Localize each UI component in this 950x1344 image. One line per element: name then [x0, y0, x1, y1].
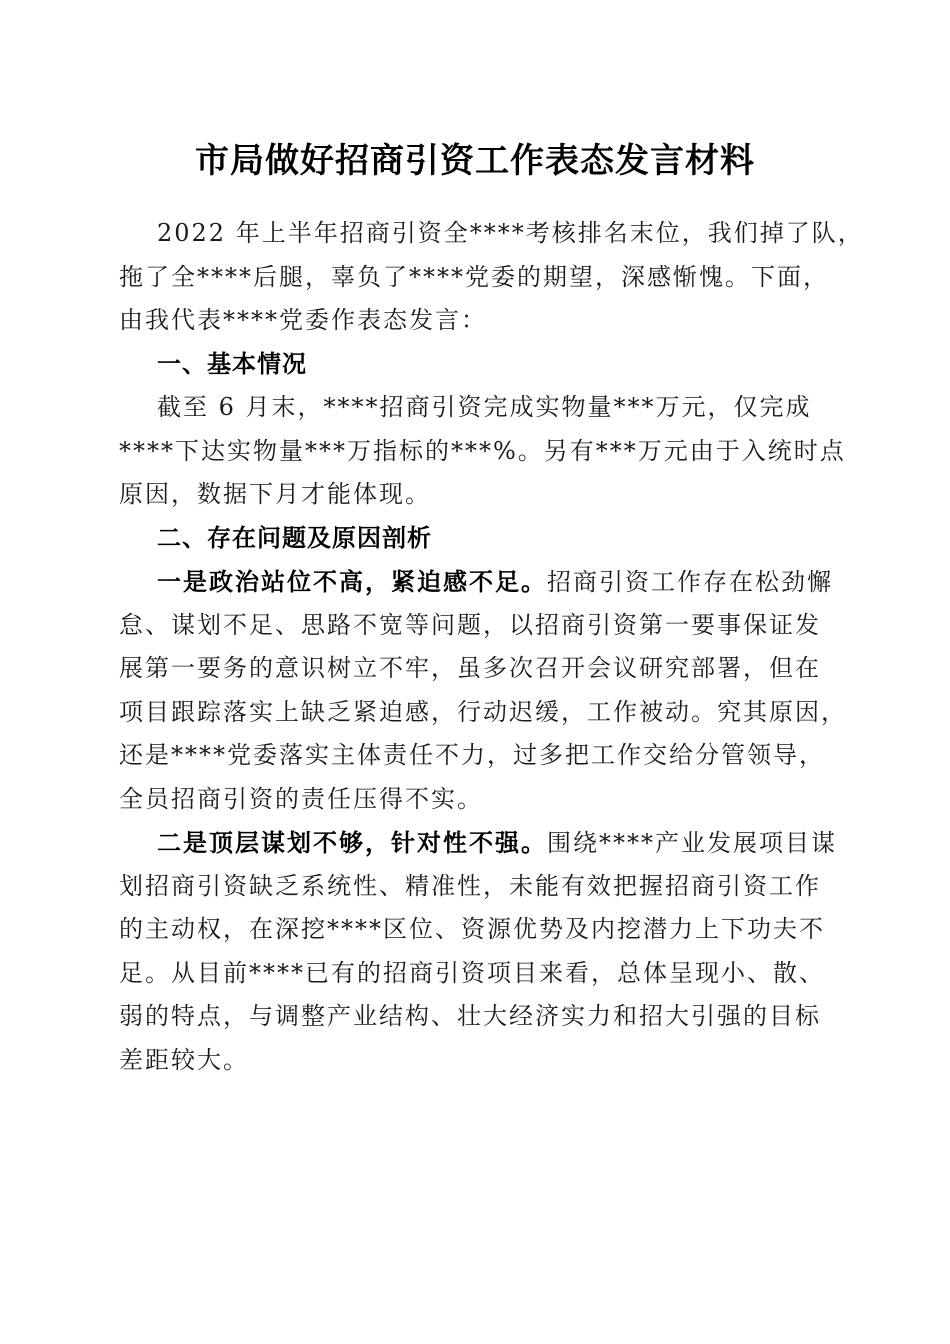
problem-point-2-paragraph: [119, 821, 839, 1082]
paragraph-line: 展第一要务的意识树立不牢，虽多次召开会议研究部署，但在: [119, 654, 821, 682]
paragraph-line: 怠、谋划不足、思路不宽等问题，以招商引资第一要事保证发: [119, 610, 821, 639]
paragraph-line: 还是****党委落实主体责任不力，过多把工作交给分管领导，: [119, 741, 825, 769]
paragraph-line-text: 围绕****产业发展项目谋: [547, 829, 837, 857]
problem-point-2-lead: 二是顶层谋划不够，针对性不强。: [157, 828, 547, 857]
problem-point-1-lead: 一是政治站位不高，紧迫感不足。: [157, 567, 547, 596]
paragraph-line: 的主动权，在深挖****区位、资源优势及内挖潜力上下功夫不: [119, 915, 825, 943]
paragraph-line: 项目跟踪落实上缺乏紧迫感，行动迟缓，工作被动。究其原因，: [119, 697, 847, 726]
paragraph-line: 原因，数据下月才能体现。: [119, 480, 431, 508]
document-body: [119, 212, 864, 1082]
problem-point-1-paragraph: [119, 560, 847, 821]
intro-line: 拖了全****后腿，辜负了****党委的期望，深感惭愧。下面，: [119, 262, 829, 291]
paragraph-line: [119, 821, 839, 865]
paragraph-line: 弱的特点，与调整产业结构、壮大经济实力和招大引强的目标: [119, 1002, 821, 1030]
document-title: 市局做好招商引资工作表态发言材料: [195, 141, 755, 181]
paragraph-line: ****下达实物量***万指标的***%。另有***万元由于入统时点: [119, 436, 846, 465]
intro-line: 2022 年上半年招商引资全****考核排名末位，我们掉了队，: [157, 219, 864, 247]
section-heading-problems-analysis: 二、存在问题及原因剖析: [157, 523, 432, 552]
paragraph-line: 全员招商引资的责任压得不实。: [119, 784, 483, 813]
intro-paragraph: [119, 212, 864, 343]
paragraph-line: 划招商引资缺乏系统性、精准性，未能有效把握招商引资工作: [119, 871, 821, 900]
basic-situation-paragraph: [119, 386, 846, 517]
paragraph-line: 足。从目前****已有的招商引资项目来看，总体呈现小、散、: [119, 958, 825, 987]
section-heading-basic-situation: 一、基本情况: [157, 349, 307, 378]
intro-line: 由我代表****党委作表态发言：: [119, 306, 487, 334]
paragraph-line: 差距较大。: [119, 1045, 249, 1074]
paragraph-line: [119, 560, 839, 604]
paragraph-line-text: 招商引资工作存在松劲懈: [547, 568, 833, 596]
paragraph-line: 截至 6 月末，****招商引资完成实物量***万元，仅完成: [157, 393, 812, 421]
